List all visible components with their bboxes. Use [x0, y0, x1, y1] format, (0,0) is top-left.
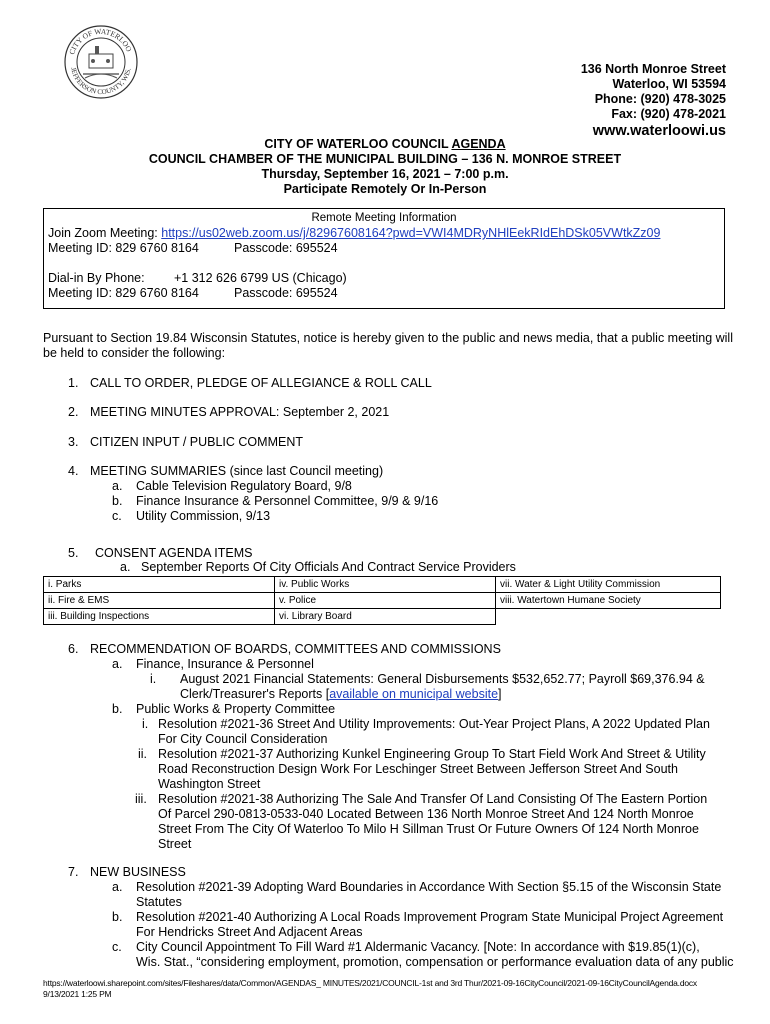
city-seal-logo [63, 24, 139, 100]
remote-meeting-box [43, 208, 725, 309]
address-street: 136 North Monroe Street [580, 62, 726, 76]
meeting-id-line-1: Meeting ID: 829 6760 8164 Passcode: 695524 [48, 241, 338, 255]
address-phone: Phone: (920) 478-3025 [594, 92, 726, 106]
title-line1: CITY OF WATERLOO COUNCIL AGENDA [264, 137, 506, 151]
zoom-link[interactable]: https://us02web.zoom.us/j/82967608164?pwd=VWI4MDRyNHlEekRIdEhDSk05VWtkZz09 [161, 226, 661, 240]
table-row: ii. Fire & EMS v. Police viii. Watertown Humane Society [44, 593, 721, 609]
footer-date: 9/13/2021 1:25 PM [43, 989, 112, 999]
consent-table [43, 576, 721, 625]
intro-paragraph: Pursuant to Section 19.84 Wisconsin Statutes, notice is hereby given to the public and news media, that a public meeting will be held to consider the following: [43, 331, 733, 360]
municipal-website-link[interactable]: available on municipal website [329, 687, 499, 701]
title-line3: Thursday, September 16, 2021 – 7:00 p.m. [261, 167, 509, 181]
address-block [581, 62, 726, 141]
footer-file-path: https://waterloowi.sharepoint.com/sites/Fileshares/data/Common/AGENDAS_ MINUTES/2021/COUNCIL-1st and 3rd Thur/2021-09-16CityCouncil/2021-09-16CityCouncilAgenda.docx [43, 978, 697, 988]
agenda-item-7: 7. NEW BUSINESS a. Resolution #2021-39 Adopting Ward Boundaries in Accordance With Section §5.15 of the Wisconsin State Statutes b. Resolution #2021-40 Authorizing A Local Roads Improvement Program State Municipal Project Agreement For Hendricks Street And Adjacent Areas c. City Council Appointment To Fill Ward #1 Aldermanic Vacancy. [Note: In accordance with $19.85(1)(c), Wis. Stat., “considering employment, promotion, compensation or performance evaluation data of any public [68, 865, 734, 969]
agenda-item-5: 5. CONSENT AGENDA ITEMS a. September Reports Of City Officials And Contract Service Providers [68, 546, 516, 574]
remote-heading: Remote Meeting Information [311, 212, 457, 224]
address-fax: Fax: (920) 478-2021 [611, 107, 726, 121]
website-link[interactable]: www.waterloowi.us [592, 123, 726, 139]
title-line4: Participate Remotely Or In-Person [283, 182, 487, 196]
address-city: Waterloo, WI 53594 [612, 77, 726, 91]
svg-text:JEFFERSON COUNTY, WIS.: JEFFERSON COUNTY, WIS. [69, 66, 133, 97]
agenda-item-4: 4. MEETING SUMMARIES (since last Council meeting) a. Cable Television Regulatory Board, 9/8 b. Finance Insurance & Personnel Committee, 9/9 & 9/16 c. Utility Commission, 9/13 [68, 464, 439, 523]
footer [43, 978, 697, 1000]
meeting-id-line-2: Meeting ID: 829 6760 8164 Passcode: 695524 [48, 286, 338, 300]
agenda-item-6: 6. RECOMMENDATION OF BOARDS, COMMITTEES AND COMMISSIONS a. Finance, Insurance & Personnel i. August 2021 Financial Statements: General Disbursements $532,652.77; Payroll $69,376.94 & Clerk/Treasurer's Reports [available on municipal website] b. Public Works & Property Committee i. Resolution #2021-36 Street And Utility Improvements: Out-Year Project Plans, A 2022 Updated Plan For City Council Consideration ii. Resolution #2021-37 Authorizing Kunkel Engineering Group To Start Field Work And Street & Utility Road Reconstruction Design Work For Leschinger Street Between Jefferson Street And South Washington Street iii. Resolution #2021-38 Authorizing The Sale And Transfer Of Land Consisting Of The Eastern Portion Of Parcel 290-0813-0533-040 Located Between 136 North Monroe Street And 124 North Monroe Street From The City Of Waterloo To Milo H Sillman Trust Or Future Owners Of 124 North Monroe Street [68, 642, 710, 851]
zoom-line: Join Zoom Meeting: https://us02web.zoom.us/j/82967608164?pwd=VWI4MDRyNHlEekRIdEhDSk05VWtkZz09 [48, 226, 661, 240]
title-block [0, 137, 770, 197]
title-line2: COUNCIL CHAMBER OF THE MUNICIPAL BUILDING – 136 N. MONROE STREET [148, 152, 622, 166]
dialin-line: Dial-in By Phone: +1 312 626 6799 US (Chicago) [48, 271, 347, 285]
svg-text:CITY OF WATERLOO: CITY OF WATERLOO [67, 26, 134, 56]
table-row: iii. Building Inspections vi. Library Board [44, 609, 721, 625]
financial-reports-line: Clerk/Treasurer's Reports [available on municipal website] [180, 687, 502, 701]
table-row: i. Parks iv. Public Works vii. Water & Light Utility Commission [44, 577, 721, 593]
